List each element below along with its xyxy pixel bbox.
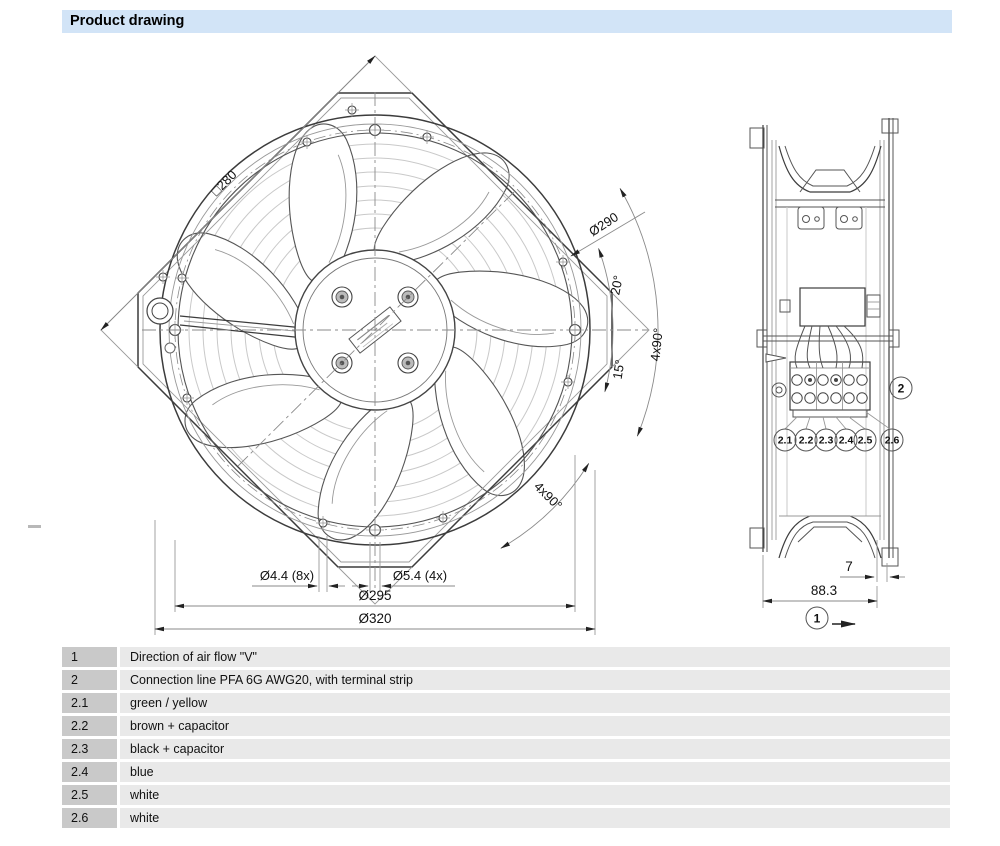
terminal-strip <box>766 354 870 417</box>
table-row <box>62 762 950 782</box>
page-title: Product drawing <box>70 13 185 29</box>
row-key: 2 <box>62 670 117 690</box>
row-value: brown + capacitor <box>120 716 950 736</box>
row-key: 1 <box>62 647 117 667</box>
terminal-label-2-4: 2.4 <box>838 434 854 447</box>
table-row <box>62 693 950 713</box>
row-value: white <box>120 785 950 805</box>
side-dim-883-label: 88.3 <box>810 583 838 598</box>
dim-angle15-label: 15° <box>609 358 628 381</box>
row-key: 2.3 <box>62 739 117 759</box>
table-row <box>62 647 950 667</box>
table-row <box>62 739 950 759</box>
table-row <box>62 785 950 805</box>
dim-dia54-label: Ø5.4 (4x) <box>392 568 448 583</box>
dim-angle4x90-bottom-label: 4x90° <box>531 478 566 513</box>
dim-angle4x90-right-label: 4x90° <box>647 327 666 362</box>
capacitor-block <box>757 288 899 347</box>
callout-airflow <box>806 607 855 629</box>
row-key: 2.4 <box>62 762 117 782</box>
hub-screw <box>332 287 352 307</box>
row-value: black + capacitor <box>120 739 950 759</box>
row-value: blue <box>120 762 950 782</box>
table-row <box>62 670 950 690</box>
dim-dia320-label: Ø320 <box>358 611 392 626</box>
front-view <box>101 56 666 635</box>
side-dimensions <box>763 540 905 608</box>
row-value: white <box>120 808 950 828</box>
motor-bridge <box>775 200 885 516</box>
side-view <box>750 118 912 629</box>
terminal-label-2-2: 2.2 <box>798 434 814 447</box>
row-value: green / yellow <box>120 693 950 713</box>
housing-walls <box>750 118 898 566</box>
terminal-label-2-6: 2.6 <box>884 434 900 447</box>
top-bracket <box>779 146 881 192</box>
dim-angle20-label: 20° <box>607 274 626 297</box>
terminal-label-2-5: 2.5 <box>857 434 873 447</box>
row-value: Direction of air flow "V" <box>120 647 950 667</box>
row-key: 2.1 <box>62 693 117 713</box>
terminal-label-2-1: 2.1 <box>777 434 793 447</box>
dim-dia44-label: Ø4.4 (8x) <box>259 568 315 583</box>
terminal-label-2-3: 2.3 <box>818 434 834 447</box>
callout-2-label: 2 <box>897 381 905 396</box>
bottom-bracket <box>779 516 881 558</box>
callout-1-label: 1 <box>813 611 821 626</box>
dim-square280-label: □280 <box>208 167 240 199</box>
row-key: 2.6 <box>62 808 117 828</box>
hub-screw <box>398 353 418 373</box>
row-key: 2.2 <box>62 716 117 736</box>
legend-table <box>62 647 950 831</box>
side-dim-7-label: 7 <box>845 559 853 574</box>
row-value: Connection line PFA 6G AWG20, with terminal strip <box>120 670 950 690</box>
row-key: 2.5 <box>62 785 117 805</box>
dim-dia290-label: Ø290 <box>586 209 621 240</box>
table-row <box>62 808 950 828</box>
table-row <box>62 716 950 736</box>
dim-dia295-label: Ø295 <box>358 588 392 603</box>
